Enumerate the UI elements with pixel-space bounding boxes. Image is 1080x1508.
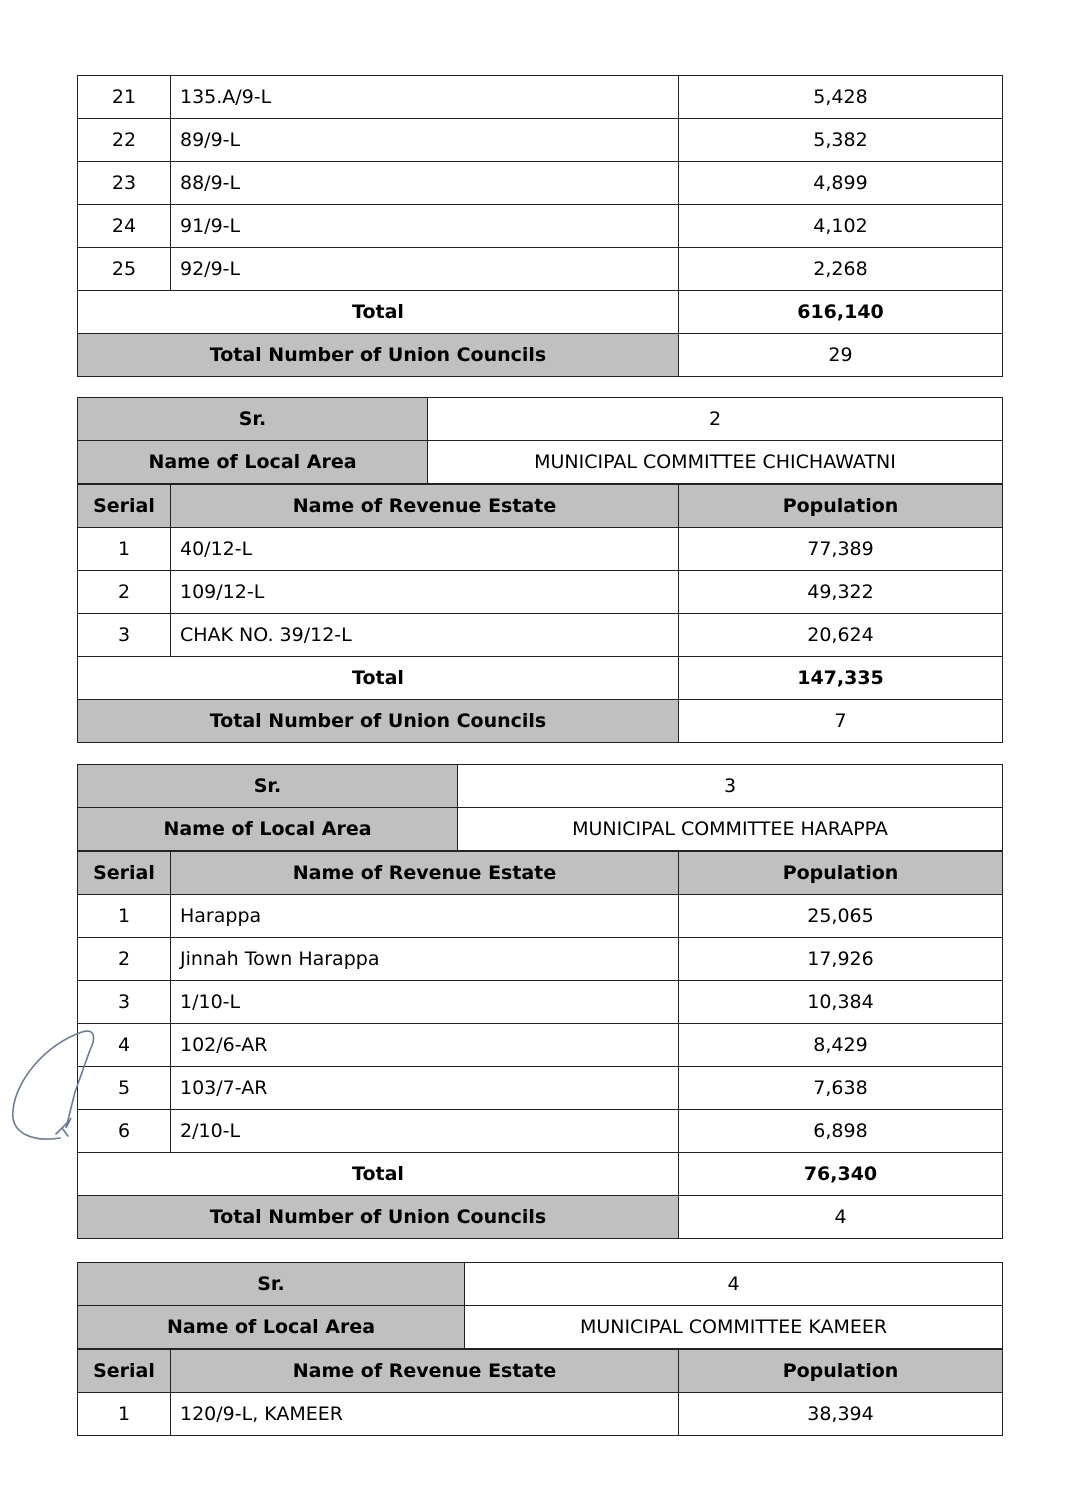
- estate-cell: 92/9-L: [171, 248, 679, 291]
- revenue-estate-table: [77, 75, 1003, 377]
- estate-cell: 109/12-L: [171, 571, 679, 614]
- local-area-label: Name of Local Area: [78, 441, 428, 484]
- estate-cell: 135.A/9-L: [171, 76, 679, 119]
- local-area-header-table: [77, 764, 1003, 851]
- population-cell: 6,898: [679, 1110, 1003, 1153]
- revenue-estate-header: Name of Revenue Estate: [171, 1350, 679, 1393]
- serial-cell: 24: [78, 205, 171, 248]
- sr-label: Sr.: [78, 765, 458, 808]
- union-councils-value: 7: [679, 700, 1003, 743]
- population-cell: 49,322: [679, 571, 1003, 614]
- union-councils-value: 29: [679, 334, 1003, 377]
- serial-cell: 2: [78, 938, 171, 981]
- union-councils-label: Total Number of Union Councils: [78, 700, 679, 743]
- serial-cell: 1: [78, 895, 171, 938]
- estate-cell: 88/9-L: [171, 162, 679, 205]
- population-header: Population: [679, 852, 1003, 895]
- population-cell: 4,102: [679, 205, 1003, 248]
- sr-row: [78, 765, 1003, 808]
- local-area-row: [78, 441, 1003, 484]
- sr-value: 3: [458, 765, 1003, 808]
- estate-cell: 120/9-L, KAMEER: [171, 1393, 679, 1436]
- union-councils-row: [78, 1196, 1003, 1239]
- revenue-estate-header: Name of Revenue Estate: [171, 485, 679, 528]
- population-cell: 2,268: [679, 248, 1003, 291]
- sr-row: [78, 398, 1003, 441]
- population-cell: 38,394: [679, 1393, 1003, 1436]
- column-header-row: [78, 485, 1003, 528]
- column-header-row: [78, 1350, 1003, 1393]
- population-cell: 25,065: [679, 895, 1003, 938]
- local-area-row: [78, 1306, 1003, 1349]
- revenue-estate-table: [77, 484, 1003, 743]
- table-row: [78, 571, 1003, 614]
- local-area-value: MUNICIPAL COMMITTEE KAMEER: [465, 1306, 1003, 1349]
- table-block-3: [77, 764, 1002, 1239]
- population-cell: 5,428: [679, 76, 1003, 119]
- union-councils-label: Total Number of Union Councils: [78, 1196, 679, 1239]
- total-value: 616,140: [679, 291, 1003, 334]
- serial-header: Serial: [78, 1350, 171, 1393]
- table-row: [78, 119, 1003, 162]
- total-value: 76,340: [679, 1153, 1003, 1196]
- table-row: [78, 895, 1003, 938]
- population-header: Population: [679, 1350, 1003, 1393]
- table-row: [78, 528, 1003, 571]
- union-councils-value: 4: [679, 1196, 1003, 1239]
- serial-cell: 2: [78, 571, 171, 614]
- serial-header: Serial: [78, 852, 171, 895]
- revenue-estate-header: Name of Revenue Estate: [171, 852, 679, 895]
- revenue-estate-table: [77, 1349, 1003, 1436]
- serial-cell: 3: [78, 614, 171, 657]
- table-block-2: [77, 397, 1002, 743]
- column-header-row: [78, 852, 1003, 895]
- population-cell: 5,382: [679, 119, 1003, 162]
- total-row: [78, 1153, 1003, 1196]
- serial-cell: 21: [78, 76, 171, 119]
- table-row: [78, 162, 1003, 205]
- estate-cell: 103/7-AR: [171, 1067, 679, 1110]
- total-value: 147,335: [679, 657, 1003, 700]
- local-area-label: Name of Local Area: [78, 1306, 465, 1349]
- sr-value: 2: [428, 398, 1003, 441]
- estate-cell: Jinnah Town Harappa: [171, 938, 679, 981]
- union-councils-row: [78, 334, 1003, 377]
- local-area-value: MUNICIPAL COMMITTEE HARAPPA: [458, 808, 1003, 851]
- table-row: [78, 1110, 1003, 1153]
- serial-cell: 23: [78, 162, 171, 205]
- local-area-header-table: [77, 397, 1003, 484]
- serial-cell: 5: [78, 1067, 171, 1110]
- serial-cell: 3: [78, 981, 171, 1024]
- union-councils-row: [78, 700, 1003, 743]
- estate-cell: 91/9-L: [171, 205, 679, 248]
- sr-label: Sr.: [78, 1263, 465, 1306]
- estate-cell: 1/10-L: [171, 981, 679, 1024]
- total-row: [78, 291, 1003, 334]
- table-row: [78, 1067, 1003, 1110]
- estate-cell: 2/10-L: [171, 1110, 679, 1153]
- population-cell: 4,899: [679, 162, 1003, 205]
- local-area-label: Name of Local Area: [78, 808, 458, 851]
- table-row: [78, 981, 1003, 1024]
- sr-value: 4: [465, 1263, 1003, 1306]
- table-block-1: [77, 75, 1002, 377]
- local-area-row: [78, 808, 1003, 851]
- revenue-estate-table: [77, 851, 1003, 1239]
- population-cell: 8,429: [679, 1024, 1003, 1067]
- estate-cell: 89/9-L: [171, 119, 679, 162]
- sr-row: [78, 1263, 1003, 1306]
- total-row: [78, 657, 1003, 700]
- serial-cell: 22: [78, 119, 171, 162]
- total-label: Total: [78, 1153, 679, 1196]
- total-label: Total: [78, 291, 679, 334]
- serial-cell: 1: [78, 1393, 171, 1436]
- table-row: [78, 248, 1003, 291]
- local-area-header-table: [77, 1262, 1003, 1349]
- table-row: [78, 938, 1003, 981]
- population-cell: 17,926: [679, 938, 1003, 981]
- population-cell: 20,624: [679, 614, 1003, 657]
- table-row: [78, 1393, 1003, 1436]
- population-header: Population: [679, 485, 1003, 528]
- estate-cell: 40/12-L: [171, 528, 679, 571]
- estate-cell: Harappa: [171, 895, 679, 938]
- serial-cell: 1: [78, 528, 171, 571]
- table-row: [78, 76, 1003, 119]
- population-cell: 7,638: [679, 1067, 1003, 1110]
- local-area-value: MUNICIPAL COMMITTEE CHICHAWATNI: [428, 441, 1003, 484]
- union-councils-label: Total Number of Union Councils: [78, 334, 679, 377]
- serial-cell: 6: [78, 1110, 171, 1153]
- estate-cell: CHAK NO. 39/12-L: [171, 614, 679, 657]
- total-label: Total: [78, 657, 679, 700]
- population-cell: 10,384: [679, 981, 1003, 1024]
- table-block-4: [77, 1262, 1002, 1436]
- serial-cell: 4: [78, 1024, 171, 1067]
- serial-header: Serial: [78, 485, 171, 528]
- table-row: [78, 205, 1003, 248]
- population-cell: 77,389: [679, 528, 1003, 571]
- sr-label: Sr.: [78, 398, 428, 441]
- serial-cell: 25: [78, 248, 171, 291]
- table-row: [78, 1024, 1003, 1067]
- estate-cell: 102/6-AR: [171, 1024, 679, 1067]
- table-row: [78, 614, 1003, 657]
